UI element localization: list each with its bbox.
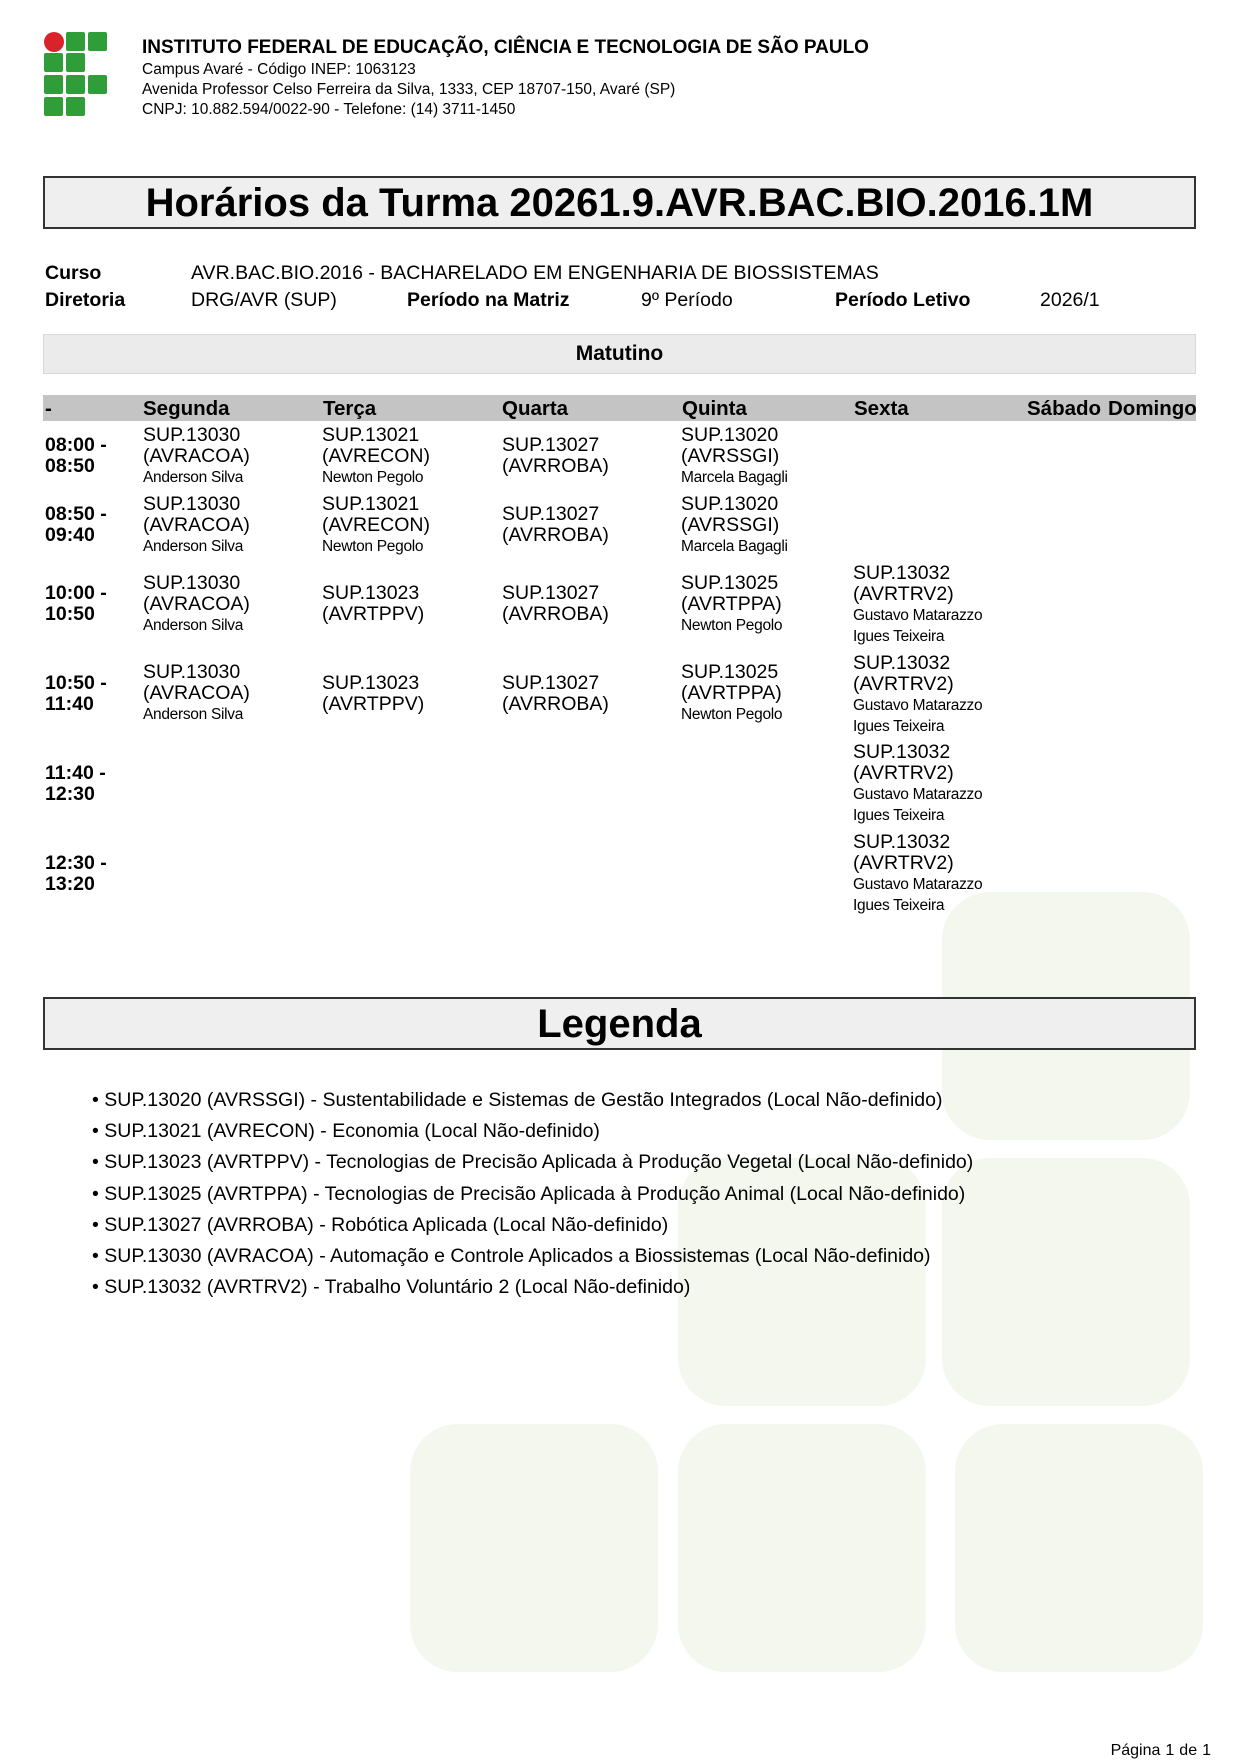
class-cell: SUP.13027 (AVRROBA) bbox=[502, 434, 609, 477]
class-cell: SUP.13032 (AVRTRV2) Gustavo Matarazzo Igues Teixeira bbox=[853, 652, 983, 735]
legend-item: • SUP.13025 (AVRTPPA) - Tecnologias de Precisão Aplicada à Produção Animal (Local Não-definido) bbox=[92, 1179, 973, 1210]
legend-item: • SUP.13030 (AVRACOA) - Automação e Controle Aplicados a Biossistemas (Local Não-definido) bbox=[92, 1241, 973, 1272]
page-number: Página 1 de 1 bbox=[1110, 1742, 1211, 1759]
col-header-segunda: Segunda bbox=[143, 397, 230, 420]
col-header-quarta: Quarta bbox=[502, 397, 569, 420]
periodo-matriz-value: 9º Período bbox=[641, 289, 733, 311]
class-cell: SUP.13030 (AVRACOA) Anderson Silva bbox=[143, 661, 250, 723]
legend-list bbox=[92, 1085, 973, 1303]
class-cell: SUP.13021 (AVRECON) Newton Pegolo bbox=[322, 493, 430, 555]
curso-value: AVR.BAC.BIO.2016 - BACHARELADO EM ENGENHARIA DE BIOSSISTEMAS bbox=[191, 262, 879, 284]
periodo-letivo-value: 2026/1 bbox=[1040, 289, 1100, 311]
class-cell: SUP.13030 (AVRACOA) Anderson Silva bbox=[143, 424, 250, 486]
class-cell: SUP.13030 (AVRACOA) Anderson Silva bbox=[143, 572, 250, 634]
class-cell: SUP.13025 (AVRTPPA) Newton Pegolo bbox=[681, 661, 783, 723]
institution-name: INSTITUTO FEDERAL DE EDUCAÇÃO, CIÊNCIA E TECNOLOGIA DE SÃO PAULO bbox=[142, 37, 869, 58]
curso-label: Curso bbox=[45, 262, 102, 284]
class-cell: SUP.13027 (AVRROBA) bbox=[502, 672, 609, 715]
diretoria-value: DRG/AVR (SUP) bbox=[191, 289, 337, 311]
class-cell: SUP.13020 (AVRSSGI) Marcela Bagagli bbox=[681, 424, 788, 486]
legend-item: • SUP.13023 (AVRTPPV) - Tecnologias de Precisão Aplicada à Produção Vegetal (Local Não-definido) bbox=[92, 1147, 973, 1178]
class-cell: SUP.13032 (AVRTRV2) Gustavo Matarazzo Igues Teixeira bbox=[853, 562, 983, 645]
class-cell: SUP.13032 (AVRTRV2) Gustavo Matarazzo Igues Teixeira bbox=[853, 831, 983, 914]
time-slot: 10:00 - 10:50 bbox=[45, 582, 107, 625]
class-cell: SUP.13032 (AVRTRV2) Gustavo Matarazzo Igues Teixeira bbox=[853, 741, 983, 824]
col-header-domingo: Domingo bbox=[1108, 397, 1197, 420]
class-cell: SUP.13023 (AVRTPPV) bbox=[322, 582, 425, 625]
campus-line: Campus Avaré - Código INEP: 1063123 bbox=[142, 61, 416, 78]
periodo-matriz-label: Período na Matriz bbox=[407, 289, 570, 311]
col-header-terca: Terça bbox=[323, 397, 377, 420]
class-cell: SUP.13030 (AVRACOA) Anderson Silva bbox=[143, 493, 250, 555]
diretoria-label: Diretoria bbox=[45, 289, 126, 311]
cnpj-line: CNPJ: 10.882.594/0022-90 - Telefone: (14) 3711-1450 bbox=[142, 101, 516, 118]
institution-header bbox=[142, 36, 869, 120]
class-cell: SUP.13025 (AVRTPPA) Newton Pegolo bbox=[681, 572, 783, 634]
class-cell: SUP.13023 (AVRTPPV) bbox=[322, 672, 425, 715]
legend-item: • SUP.13020 (AVRSSGI) - Sustentabilidade e Sistemas de Gestão Integrados (Local Não-definido) bbox=[92, 1085, 973, 1116]
time-slot: 08:00 - 08:50 bbox=[45, 434, 107, 477]
col-header-quinta: Quinta bbox=[682, 397, 747, 420]
page-title: Horários da Turma 20261.9.AVR.BAC.BIO.2016.1M bbox=[43, 176, 1196, 229]
time-slot: 10:50 - 11:40 bbox=[45, 672, 107, 715]
col-header-sexta: Sexta bbox=[854, 397, 909, 420]
address-line: Avenida Professor Celso Ferreira da Silva, 1333, CEP 18707-150, Avaré (SP) bbox=[142, 81, 676, 98]
legend-item: • SUP.13021 (AVRECON) - Economia (Local Não-definido) bbox=[92, 1116, 973, 1147]
time-slot: 11:40 - 12:30 bbox=[45, 762, 106, 805]
table-header bbox=[43, 395, 1196, 421]
shift-header: Matutino bbox=[43, 334, 1196, 374]
class-cell: SUP.13021 (AVRECON) Newton Pegolo bbox=[322, 424, 430, 486]
time-slot: 12:30 - 13:20 bbox=[45, 852, 107, 895]
col-header-sabado: Sábado bbox=[1027, 397, 1102, 420]
legend-item: • SUP.13027 (AVRROBA) - Robótica Aplicada (Local Não-definido) bbox=[92, 1210, 973, 1241]
time-slot: 08:50 - 09:40 bbox=[45, 503, 107, 546]
col-header-time: - bbox=[45, 397, 52, 420]
legend-item: • SUP.13032 (AVRTRV2) - Trabalho Voluntário 2 (Local Não-definido) bbox=[92, 1272, 973, 1303]
ifsp-logo bbox=[44, 32, 110, 116]
periodo-letivo-label: Período Letivo bbox=[835, 289, 971, 311]
class-cell: SUP.13020 (AVRSSGI) Marcela Bagagli bbox=[681, 493, 788, 555]
class-cell: SUP.13027 (AVRROBA) bbox=[502, 582, 609, 625]
logo-red-dot bbox=[44, 32, 64, 52]
class-cell: SUP.13027 (AVRROBA) bbox=[502, 503, 609, 546]
legend-title: Legenda bbox=[43, 997, 1196, 1050]
